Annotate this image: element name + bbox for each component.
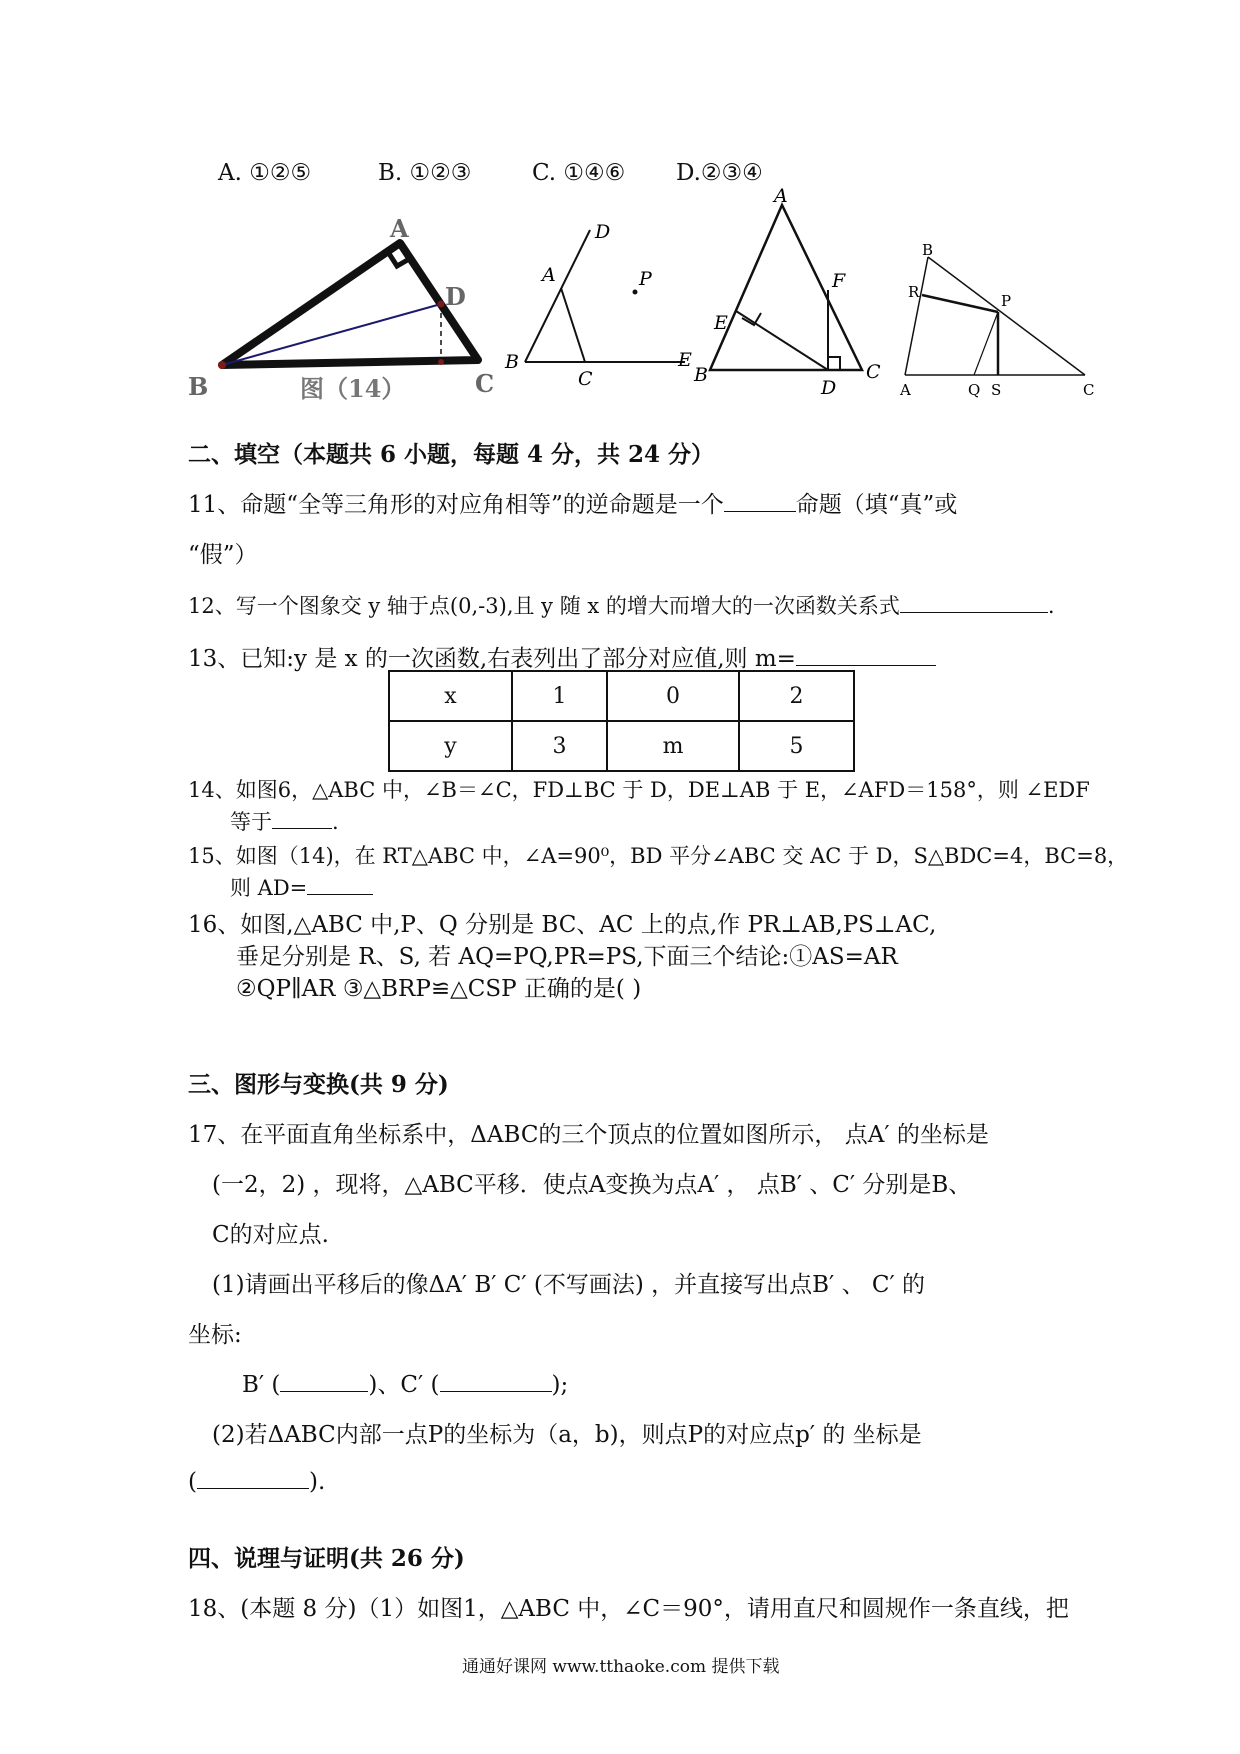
fig3-label-b: B bbox=[694, 364, 708, 386]
option-d: D.②③④ bbox=[676, 160, 763, 186]
fig1-caption: 图（14） bbox=[300, 374, 406, 403]
figure-14-triangle bbox=[188, 214, 500, 405]
fig4-label-r: R bbox=[908, 283, 920, 301]
question-13 bbox=[188, 640, 936, 673]
q15-line-1: 15、如图（14)，在 RT△ABC 中，∠A=90⁰，BD 平分∠ABC 交 AC 于 D，S△BDC=4，BC=8， bbox=[188, 844, 1129, 868]
fig3-label-e: E bbox=[714, 312, 728, 334]
q17-c-prime-label: )、C′ ( bbox=[368, 1372, 440, 1398]
table-cell: m bbox=[607, 721, 739, 771]
q17-line-8-close: ). bbox=[308, 1469, 326, 1495]
q17-coordinates-line bbox=[242, 1366, 568, 1399]
fig4-label-s: S bbox=[991, 381, 1002, 399]
q17-p-prime-blank[interactable] bbox=[197, 1466, 309, 1489]
q18-line-1: 18、(本题 8 分)（1）如图1，△ABC 中，∠C＝90°，请用直尺和圆规作一条直线，把 bbox=[188, 1596, 1069, 1622]
table-cell: 0 bbox=[607, 671, 739, 721]
page-footer: 通通好课网 www.tthaoke.com 提供下载 bbox=[462, 1657, 780, 1677]
q13-text: 13、已知:y 是 x 的一次函数,右表列出了部分对应值,则 m= bbox=[188, 646, 796, 672]
q11-text-a: 11、命题“全等三角形的对应角相等”的逆命题是一个 bbox=[188, 492, 724, 518]
q17-line-3: C的对应点. bbox=[212, 1222, 329, 1248]
q16-line-1: 16、如图,△ABC 中,P、Q 分别是 BC、AC 上的点,作 PR⊥AB,PS⊥AC, bbox=[188, 912, 937, 938]
q17-line-1: 17、在平面直角坐标系中，ΔABC的三个顶点的位置如图所示， 点A′ 的坐标是 bbox=[188, 1122, 989, 1148]
q11-text-c: “假”） bbox=[188, 542, 258, 568]
table-cell: x bbox=[389, 671, 512, 721]
q17-line-6-end: ); bbox=[551, 1372, 569, 1398]
q17-b-prime-label: B′ ( bbox=[242, 1372, 281, 1398]
q17-c-prime-blank[interactable] bbox=[440, 1369, 552, 1392]
table-cell: y bbox=[389, 721, 512, 771]
fig2-label-p: P bbox=[639, 268, 652, 290]
section-2-heading: 二、填空（本题共 6 小题，每题 4 分，共 24 分） bbox=[188, 441, 715, 468]
fig3-label-f: F bbox=[832, 270, 846, 292]
q17-line-2: (一2，2) ，现将，△ABC平移．使点A变换为点A′ ， 点B′ 、C′ 分别是B、 bbox=[212, 1172, 972, 1198]
option-a: A. ①②⑤ bbox=[218, 160, 312, 186]
fig4-label-p: P bbox=[1001, 292, 1012, 310]
q17-p-prime-line bbox=[188, 1466, 325, 1495]
question-11 bbox=[188, 486, 957, 519]
fig4-label-b: B bbox=[922, 241, 934, 259]
q12-end: . bbox=[1047, 594, 1055, 618]
option-c: C. ①④⑥ bbox=[532, 160, 626, 186]
fig2-label-e: E bbox=[678, 349, 692, 371]
table-cell: 1 bbox=[512, 671, 607, 721]
figure-16-triangle bbox=[890, 235, 1110, 400]
q14-end: . bbox=[332, 810, 339, 834]
fig1-label-b: B bbox=[188, 372, 209, 401]
table-cell: 5 bbox=[739, 721, 854, 771]
table-row bbox=[389, 721, 854, 771]
figure-point-p bbox=[500, 220, 700, 390]
q17-line-5: 坐标: bbox=[188, 1322, 242, 1348]
fig2-label-c: C bbox=[578, 368, 593, 390]
fig3-label-c: C bbox=[866, 361, 881, 383]
q11-answer-blank[interactable] bbox=[724, 489, 796, 512]
fig1-label-a: A bbox=[390, 214, 409, 243]
q15-line-2: 则 AD= bbox=[230, 876, 308, 900]
q13-value-table bbox=[388, 670, 855, 772]
q12-text: 12、写一个图象交 y 轴于点(0,-3),且 y 随 x 的增大而增大的一次函数关系式 bbox=[188, 594, 900, 618]
q14-line-1: 14、如图6，△ABC 中，∠B＝∠C，FD⊥BC 于 D，DE⊥AB 于 E，∠AFD＝158°，则 ∠EDF bbox=[188, 778, 1090, 802]
table-cell: 2 bbox=[739, 671, 854, 721]
section-3-heading: 三、图形与变换(共 9 分) bbox=[188, 1071, 449, 1098]
q12-answer-blank[interactable] bbox=[900, 590, 1048, 613]
q17-line-4: (1)请画出平移后的像ΔA′ B′ C′ (不写画法) ，并直接写出点B′ 、 C′ 的 bbox=[212, 1272, 926, 1298]
question-14-line-2 bbox=[230, 806, 339, 836]
q13-answer-blank[interactable] bbox=[796, 643, 936, 666]
option-b: B. ①②③ bbox=[378, 160, 472, 186]
q16-line-3: ②QP∥AR ③△BRP≌△CSP 正确的是( ) bbox=[236, 976, 642, 1002]
figure-6-triangle bbox=[690, 185, 890, 400]
q14-answer-blank[interactable] bbox=[272, 806, 332, 829]
table-cell: 3 bbox=[512, 721, 607, 771]
fig4-label-a: A bbox=[900, 381, 911, 399]
q17-line-8-open: ( bbox=[188, 1469, 197, 1495]
fig2-label-b: B bbox=[505, 351, 519, 373]
q15-answer-blank[interactable] bbox=[307, 872, 373, 895]
question-15-line-2 bbox=[230, 872, 373, 902]
fig1-label-d: D bbox=[445, 282, 466, 311]
q14-line-2: 等于 bbox=[230, 810, 272, 834]
fig4-label-c: C bbox=[1083, 381, 1095, 399]
q17-b-prime-blank[interactable] bbox=[280, 1369, 368, 1392]
question-12 bbox=[188, 590, 1055, 620]
q17-line-7: (2)若ΔABC内部一点P的坐标为（a，b)，则点P的对应点p′ 的 坐标是 bbox=[212, 1422, 922, 1448]
table-row bbox=[389, 671, 854, 721]
q16-line-2: 垂足分别是 R、S, 若 AQ=PQ,PR=PS,下面三个结论:①AS=AR bbox=[236, 944, 898, 970]
fig2-label-d: D bbox=[595, 221, 611, 243]
fig1-label-c: C bbox=[475, 369, 495, 398]
fig3-label-a: A bbox=[774, 185, 788, 207]
fig2-label-a: A bbox=[542, 264, 556, 286]
fig3-label-d: D bbox=[821, 377, 837, 399]
fig4-label-q: Q bbox=[968, 381, 981, 399]
q11-text-b: 命题（填“真”或 bbox=[795, 492, 958, 518]
section-4-heading: 四、说理与证明(共 26 分) bbox=[188, 1545, 465, 1572]
